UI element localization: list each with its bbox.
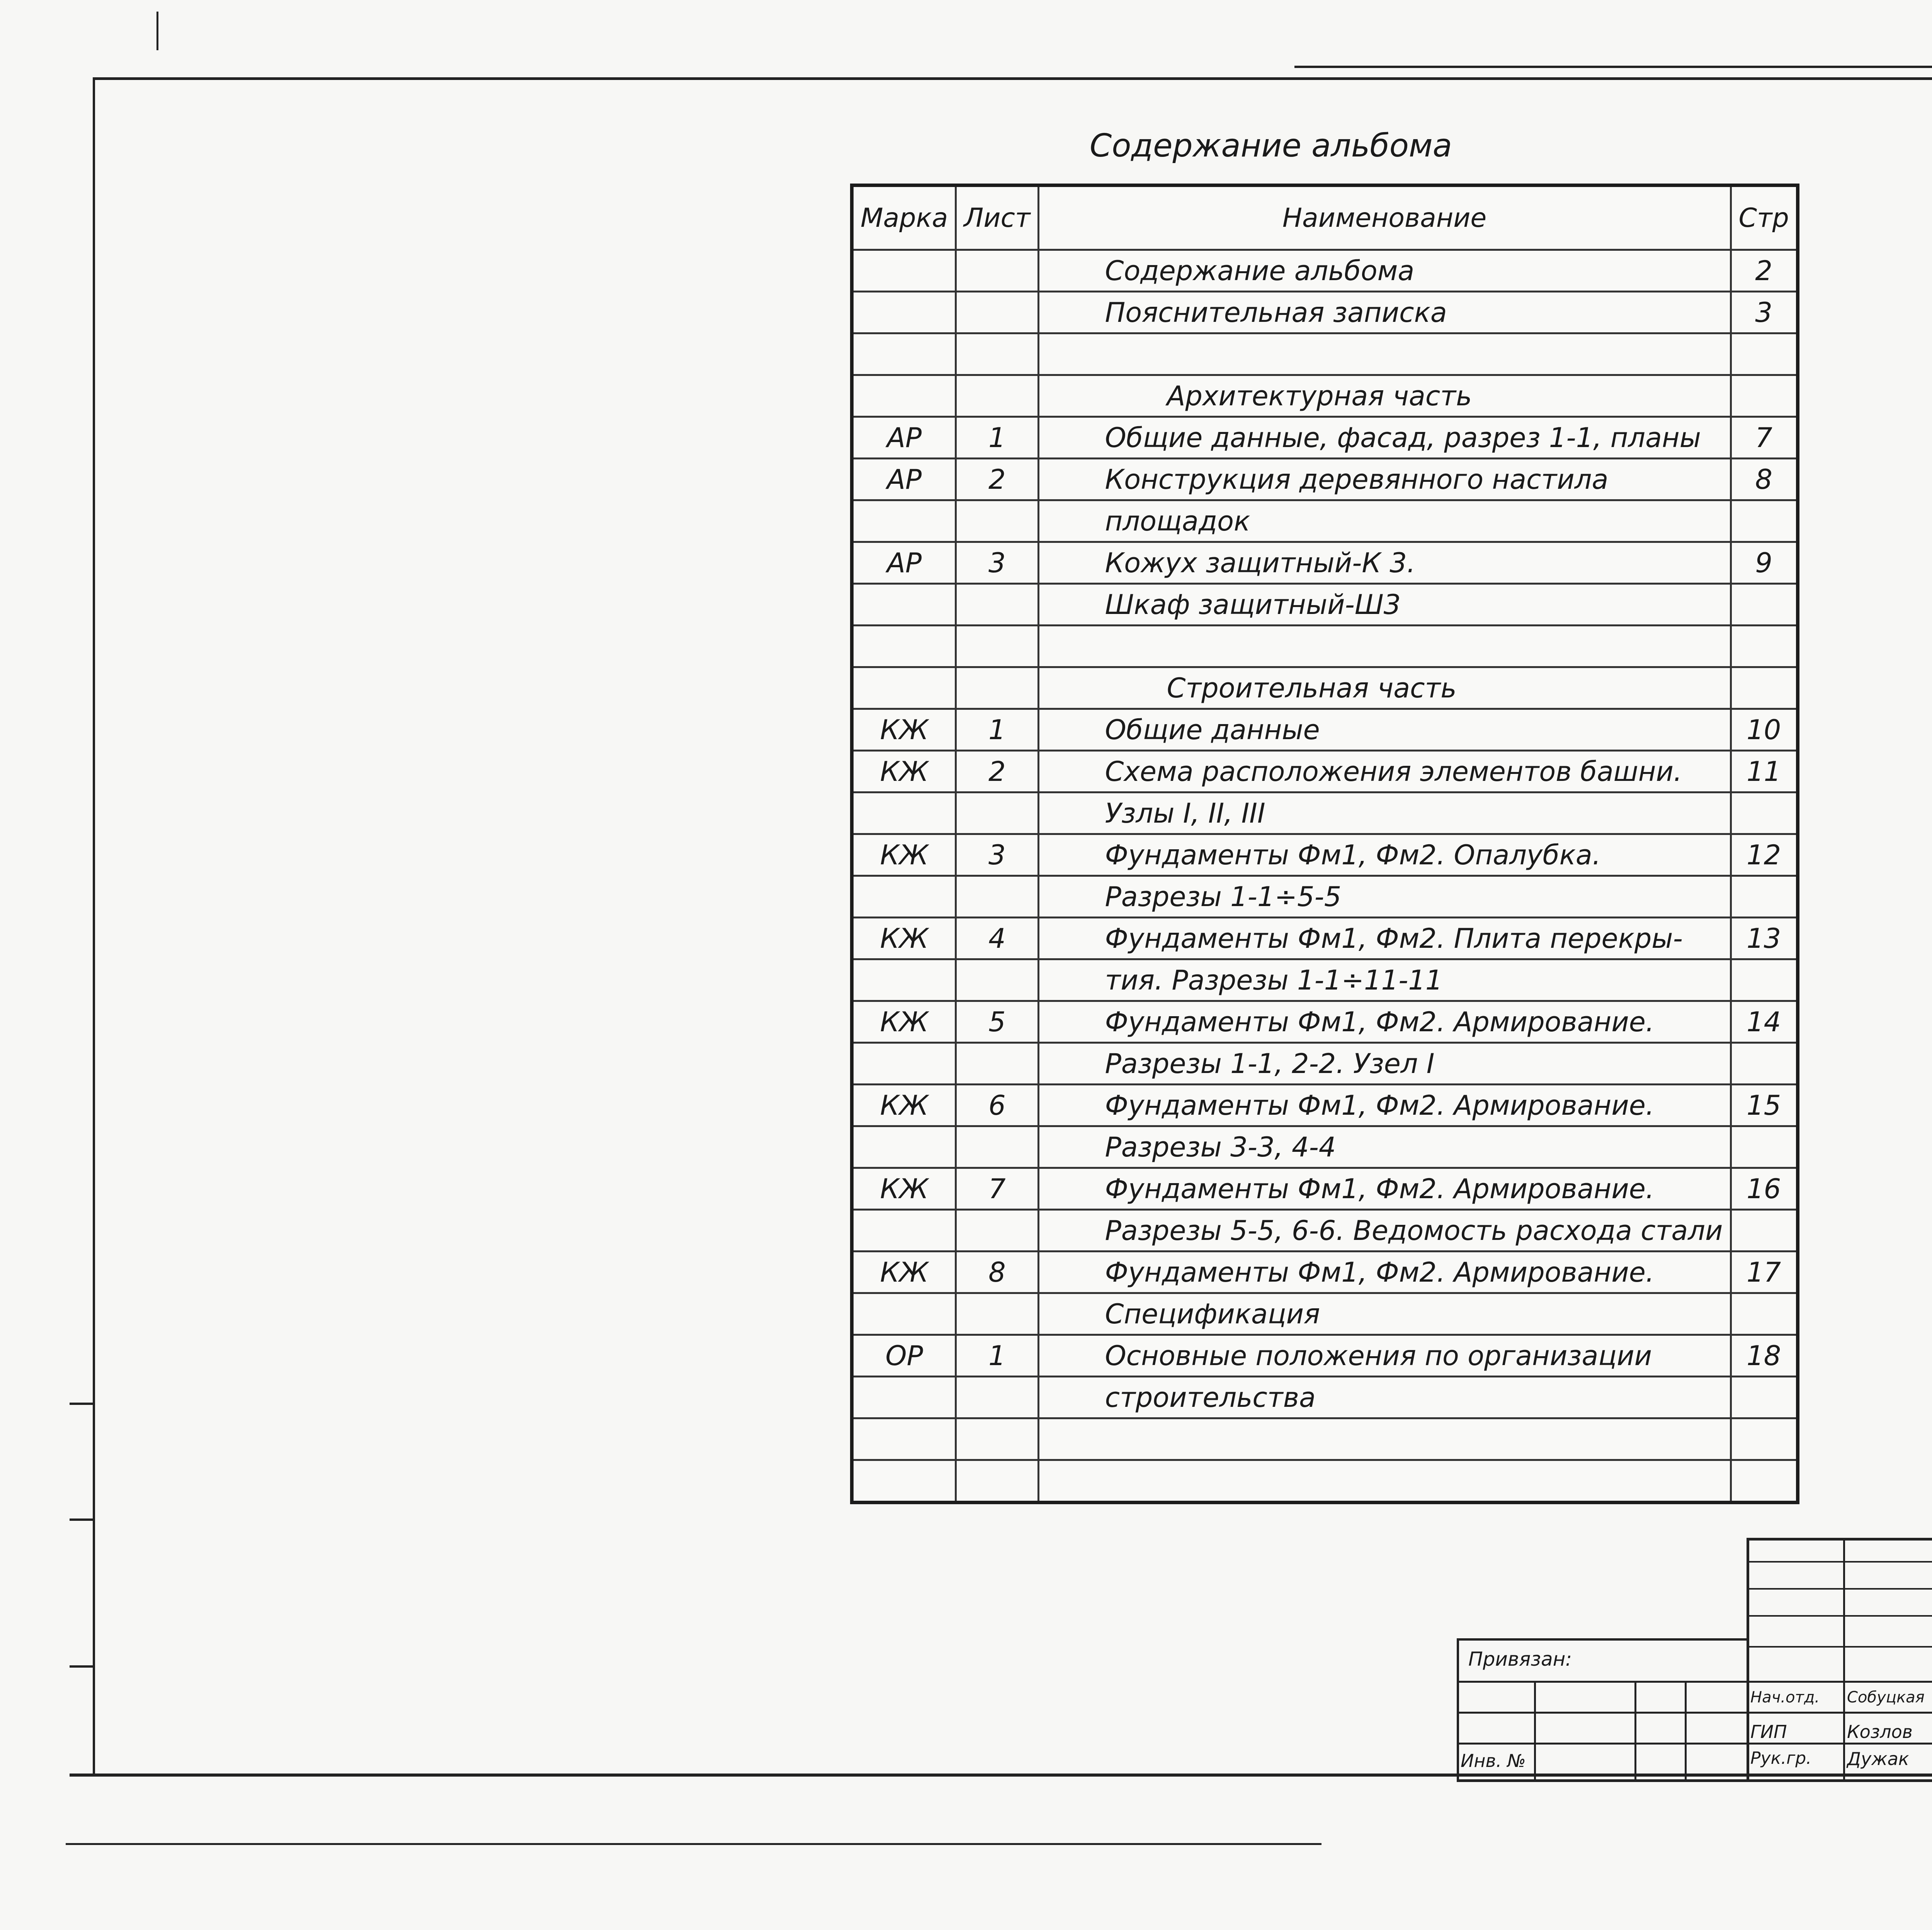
table-row xyxy=(852,1085,1798,1126)
cell-sheet xyxy=(956,1043,1038,1085)
cell-page: 3 xyxy=(1731,292,1798,333)
cell-sheet xyxy=(956,1418,1038,1460)
sig-row-7 xyxy=(1457,1743,1932,1745)
cell-name: Разрезы 5-5, 6-6. Ведомость расхода стали xyxy=(1038,1210,1731,1252)
cell-mark xyxy=(852,1418,956,1460)
signature-role-1: Нач.отд. xyxy=(1750,1689,1820,1706)
frame-bottom-outer xyxy=(66,1843,1321,1845)
sig-row-6 xyxy=(1457,1712,1932,1714)
table-row xyxy=(852,1210,1798,1252)
cell-sheet xyxy=(956,1126,1038,1168)
table-row xyxy=(852,292,1798,333)
cell-page: 16 xyxy=(1731,1168,1798,1210)
table-row xyxy=(852,959,1798,1001)
cell-page xyxy=(1731,876,1798,918)
bound-col-1 xyxy=(1534,1681,1536,1781)
cell-mark xyxy=(852,1293,956,1335)
cell-sheet xyxy=(956,792,1038,834)
table-row xyxy=(852,876,1798,918)
cell-mark xyxy=(852,1210,956,1252)
cell-mark: КЖ xyxy=(852,1001,956,1043)
table-row xyxy=(852,792,1798,834)
table-row xyxy=(852,1460,1798,1503)
cell-mark: КЖ xyxy=(852,834,956,876)
cell-name: Узлы I, II, III xyxy=(1038,792,1731,834)
cell-name: Фундаменты Фм1, Фм2. Армирование. xyxy=(1038,1085,1731,1126)
cell-name: строительства xyxy=(1038,1377,1731,1418)
frame-left-border xyxy=(93,77,95,1774)
cell-name: Основные положения по организации xyxy=(1038,1335,1731,1377)
stamp-bottom xyxy=(1457,1779,1932,1782)
cell-name: Содержание альбома xyxy=(1038,250,1731,292)
cell-page xyxy=(1731,959,1798,1001)
cell-page: 12 xyxy=(1731,834,1798,876)
cell-sheet xyxy=(956,1293,1038,1335)
cell-mark xyxy=(852,584,956,626)
cell-mark: КЖ xyxy=(852,1168,956,1210)
frame-top-border-upper xyxy=(1294,66,1932,68)
cell-sheet xyxy=(956,375,1038,417)
cell-page xyxy=(1731,667,1798,709)
cell-mark xyxy=(852,1460,956,1503)
cell-mark xyxy=(852,292,956,333)
stamp-left-upper xyxy=(1747,1538,1749,1781)
cell-page: 9 xyxy=(1731,542,1798,584)
table-row xyxy=(852,500,1798,542)
table-row xyxy=(852,1043,1798,1085)
cell-sheet xyxy=(956,626,1038,667)
stamp-bound-top xyxy=(1457,1638,1749,1641)
cell-mark xyxy=(852,250,956,292)
cell-sheet: 1 xyxy=(956,709,1038,751)
table-row xyxy=(852,1001,1798,1043)
cell-name xyxy=(1038,1460,1731,1503)
stamp-top xyxy=(1747,1538,1932,1541)
cell-sheet xyxy=(956,292,1038,333)
cell-sheet xyxy=(956,1377,1038,1418)
cell-sheet: 6 xyxy=(956,1085,1038,1126)
table-row xyxy=(852,834,1798,876)
table-row xyxy=(852,709,1798,751)
cell-page xyxy=(1731,584,1798,626)
contents-table xyxy=(850,184,1799,1504)
signature-name-3: Дужак xyxy=(1847,1748,1909,1769)
cell-page: 7 xyxy=(1731,417,1798,459)
cell-page: 11 xyxy=(1731,751,1798,792)
cell-page: 2 xyxy=(1731,250,1798,292)
frame-bottom-border xyxy=(70,1774,1932,1777)
table-row xyxy=(852,333,1798,375)
table-row xyxy=(852,1418,1798,1460)
cell-page: 10 xyxy=(1731,709,1798,751)
section-title: Строительная часть xyxy=(1038,667,1731,709)
cell-sheet xyxy=(956,876,1038,918)
cell-page xyxy=(1731,375,1798,417)
cell-sheet xyxy=(956,1460,1038,1503)
sig-row-2 xyxy=(1747,1588,1932,1590)
cell-mark: КЖ xyxy=(852,709,956,751)
cell-page xyxy=(1731,1210,1798,1252)
signature-name-1: Собуцкая xyxy=(1847,1689,1925,1706)
cell-name: Фундаменты Фм1, Фм2. Плита перекры- xyxy=(1038,918,1731,959)
cell-page: 13 xyxy=(1731,918,1798,959)
cell-page: 8 xyxy=(1731,459,1798,500)
cell-sheet xyxy=(956,500,1038,542)
cell-mark: КЖ xyxy=(852,1085,956,1126)
cell-mark xyxy=(852,792,956,834)
table-section-row xyxy=(852,375,1798,417)
cell-sheet xyxy=(956,584,1038,626)
cell-page xyxy=(1731,1043,1798,1085)
cell-name: Разрезы 1-1, 2-2. Узел I xyxy=(1038,1043,1731,1085)
cell-sheet: 4 xyxy=(956,918,1038,959)
table-row xyxy=(852,1252,1798,1293)
cell-name: Кожух защитный-К 3. xyxy=(1038,542,1731,584)
cell-sheet: 7 xyxy=(956,1168,1038,1210)
cell-mark xyxy=(852,333,956,375)
cell-sheet: 8 xyxy=(956,1252,1038,1293)
cell-sheet: 3 xyxy=(956,542,1038,584)
cell-name: Фундаменты Фм1, Фм2. Опалубка. xyxy=(1038,834,1731,876)
cell-name: Фундаменты Фм1, Фм2. Армирование. xyxy=(1038,1001,1731,1043)
left-tick-2 xyxy=(70,1518,93,1521)
cell-page xyxy=(1731,626,1798,667)
cell-sheet: 1 xyxy=(956,417,1038,459)
cell-mark: КЖ xyxy=(852,751,956,792)
cell-name xyxy=(1038,626,1731,667)
cell-sheet: 2 xyxy=(956,751,1038,792)
cell-mark xyxy=(852,959,956,1001)
cell-name xyxy=(1038,333,1731,375)
cell-page xyxy=(1731,1418,1798,1460)
signature-name-2: Козлов xyxy=(1847,1721,1913,1742)
sig-row-5 xyxy=(1457,1681,1932,1683)
cell-page xyxy=(1731,1126,1798,1168)
table-row xyxy=(852,1126,1798,1168)
cell-name: Общие данные, фасад, разрез 1-1, планы xyxy=(1038,417,1731,459)
cell-page: 17 xyxy=(1731,1252,1798,1293)
cell-name: Разрезы 3-3, 4-4 xyxy=(1038,1126,1731,1168)
table-row xyxy=(852,626,1798,667)
signature-role-2: ГИП xyxy=(1750,1721,1787,1742)
cell-page xyxy=(1731,333,1798,375)
cell-page xyxy=(1731,792,1798,834)
cell-name: Шкаф защитный-Ш3 xyxy=(1038,584,1731,626)
cell-name: Спецификация xyxy=(1038,1293,1731,1335)
cell-mark xyxy=(852,1377,956,1418)
cell-mark xyxy=(852,375,956,417)
sig-col-1 xyxy=(1843,1538,1845,1781)
table-row xyxy=(852,751,1798,792)
cell-page: 18 xyxy=(1731,1335,1798,1377)
cell-mark: КЖ xyxy=(852,1252,956,1293)
cell-name: Конструкция деревянного настила xyxy=(1038,459,1731,500)
cell-page xyxy=(1731,500,1798,542)
cell-sheet: 1 xyxy=(956,1335,1038,1377)
cell-page: 15 xyxy=(1731,1085,1798,1126)
page-title: Содержание альбома xyxy=(1090,128,1452,164)
cell-mark: АР xyxy=(852,542,956,584)
table-row xyxy=(852,1377,1798,1418)
cell-name: тия. Разрезы 1-1÷11-11 xyxy=(1038,959,1731,1001)
table-row xyxy=(852,542,1798,584)
cell-name: Пояснительная записка xyxy=(1038,292,1731,333)
bound-col-2 xyxy=(1634,1681,1636,1781)
cell-sheet xyxy=(956,959,1038,1001)
header-mark: Марка xyxy=(852,185,956,250)
cell-name: Фундаменты Фм1, Фм2. Армирование. xyxy=(1038,1252,1731,1293)
header-name: Наименование xyxy=(1038,185,1731,250)
cell-mark: АР xyxy=(852,417,956,459)
table-row xyxy=(852,250,1798,292)
table-row xyxy=(852,417,1798,459)
cell-mark xyxy=(852,626,956,667)
stamp-left-lower xyxy=(1457,1638,1459,1781)
cell-sheet xyxy=(956,250,1038,292)
cell-sheet xyxy=(956,1210,1038,1252)
table-row xyxy=(852,1168,1798,1210)
cell-name xyxy=(1038,1418,1731,1460)
section-title: Архитектурная часть xyxy=(1038,375,1731,417)
cell-page: 14 xyxy=(1731,1001,1798,1043)
cell-sheet: 5 xyxy=(956,1001,1038,1043)
left-tick-1 xyxy=(70,1403,93,1405)
cell-name: площадок xyxy=(1038,500,1731,542)
table-row xyxy=(852,1335,1798,1377)
cell-page xyxy=(1731,1460,1798,1503)
inventory-label: Инв. № xyxy=(1461,1750,1526,1771)
cell-sheet: 2 xyxy=(956,459,1038,500)
cell-name: Разрезы 1-1÷5-5 xyxy=(1038,876,1731,918)
cell-sheet xyxy=(956,667,1038,709)
cell-page xyxy=(1731,1293,1798,1335)
bound-label: Привязан: xyxy=(1468,1648,1572,1670)
cell-mark xyxy=(852,500,956,542)
sig-row-3 xyxy=(1747,1615,1932,1617)
cell-page xyxy=(1731,1377,1798,1418)
cell-mark: ОР xyxy=(852,1335,956,1377)
cell-mark: КЖ xyxy=(852,918,956,959)
cell-sheet xyxy=(956,333,1038,375)
cell-mark xyxy=(852,876,956,918)
header-sheet: Лист xyxy=(956,185,1038,250)
cell-mark xyxy=(852,1126,956,1168)
table-row xyxy=(852,1293,1798,1335)
cell-sheet: 3 xyxy=(956,834,1038,876)
cell-name: Фундаменты Фм1, Фм2. Армирование. xyxy=(1038,1168,1731,1210)
signature-role-3: Рук.гр. xyxy=(1750,1748,1812,1768)
table-header-row xyxy=(852,185,1798,250)
table-row xyxy=(852,918,1798,959)
top-left-tick xyxy=(156,12,158,50)
table-section-row xyxy=(852,667,1798,709)
cell-name: Общие данные xyxy=(1038,709,1731,751)
table-row xyxy=(852,584,1798,626)
sig-row-4 xyxy=(1747,1646,1932,1648)
sig-row-1 xyxy=(1747,1561,1932,1563)
cell-mark: АР xyxy=(852,459,956,500)
cell-mark xyxy=(852,1043,956,1085)
frame-top-border xyxy=(93,77,1932,80)
bound-col-3 xyxy=(1685,1681,1687,1781)
header-page: Стр xyxy=(1731,185,1798,250)
left-tick-3 xyxy=(70,1665,93,1668)
table-row xyxy=(852,459,1798,500)
cell-name: Схема расположения элементов башни. xyxy=(1038,751,1731,792)
cell-mark xyxy=(852,667,956,709)
